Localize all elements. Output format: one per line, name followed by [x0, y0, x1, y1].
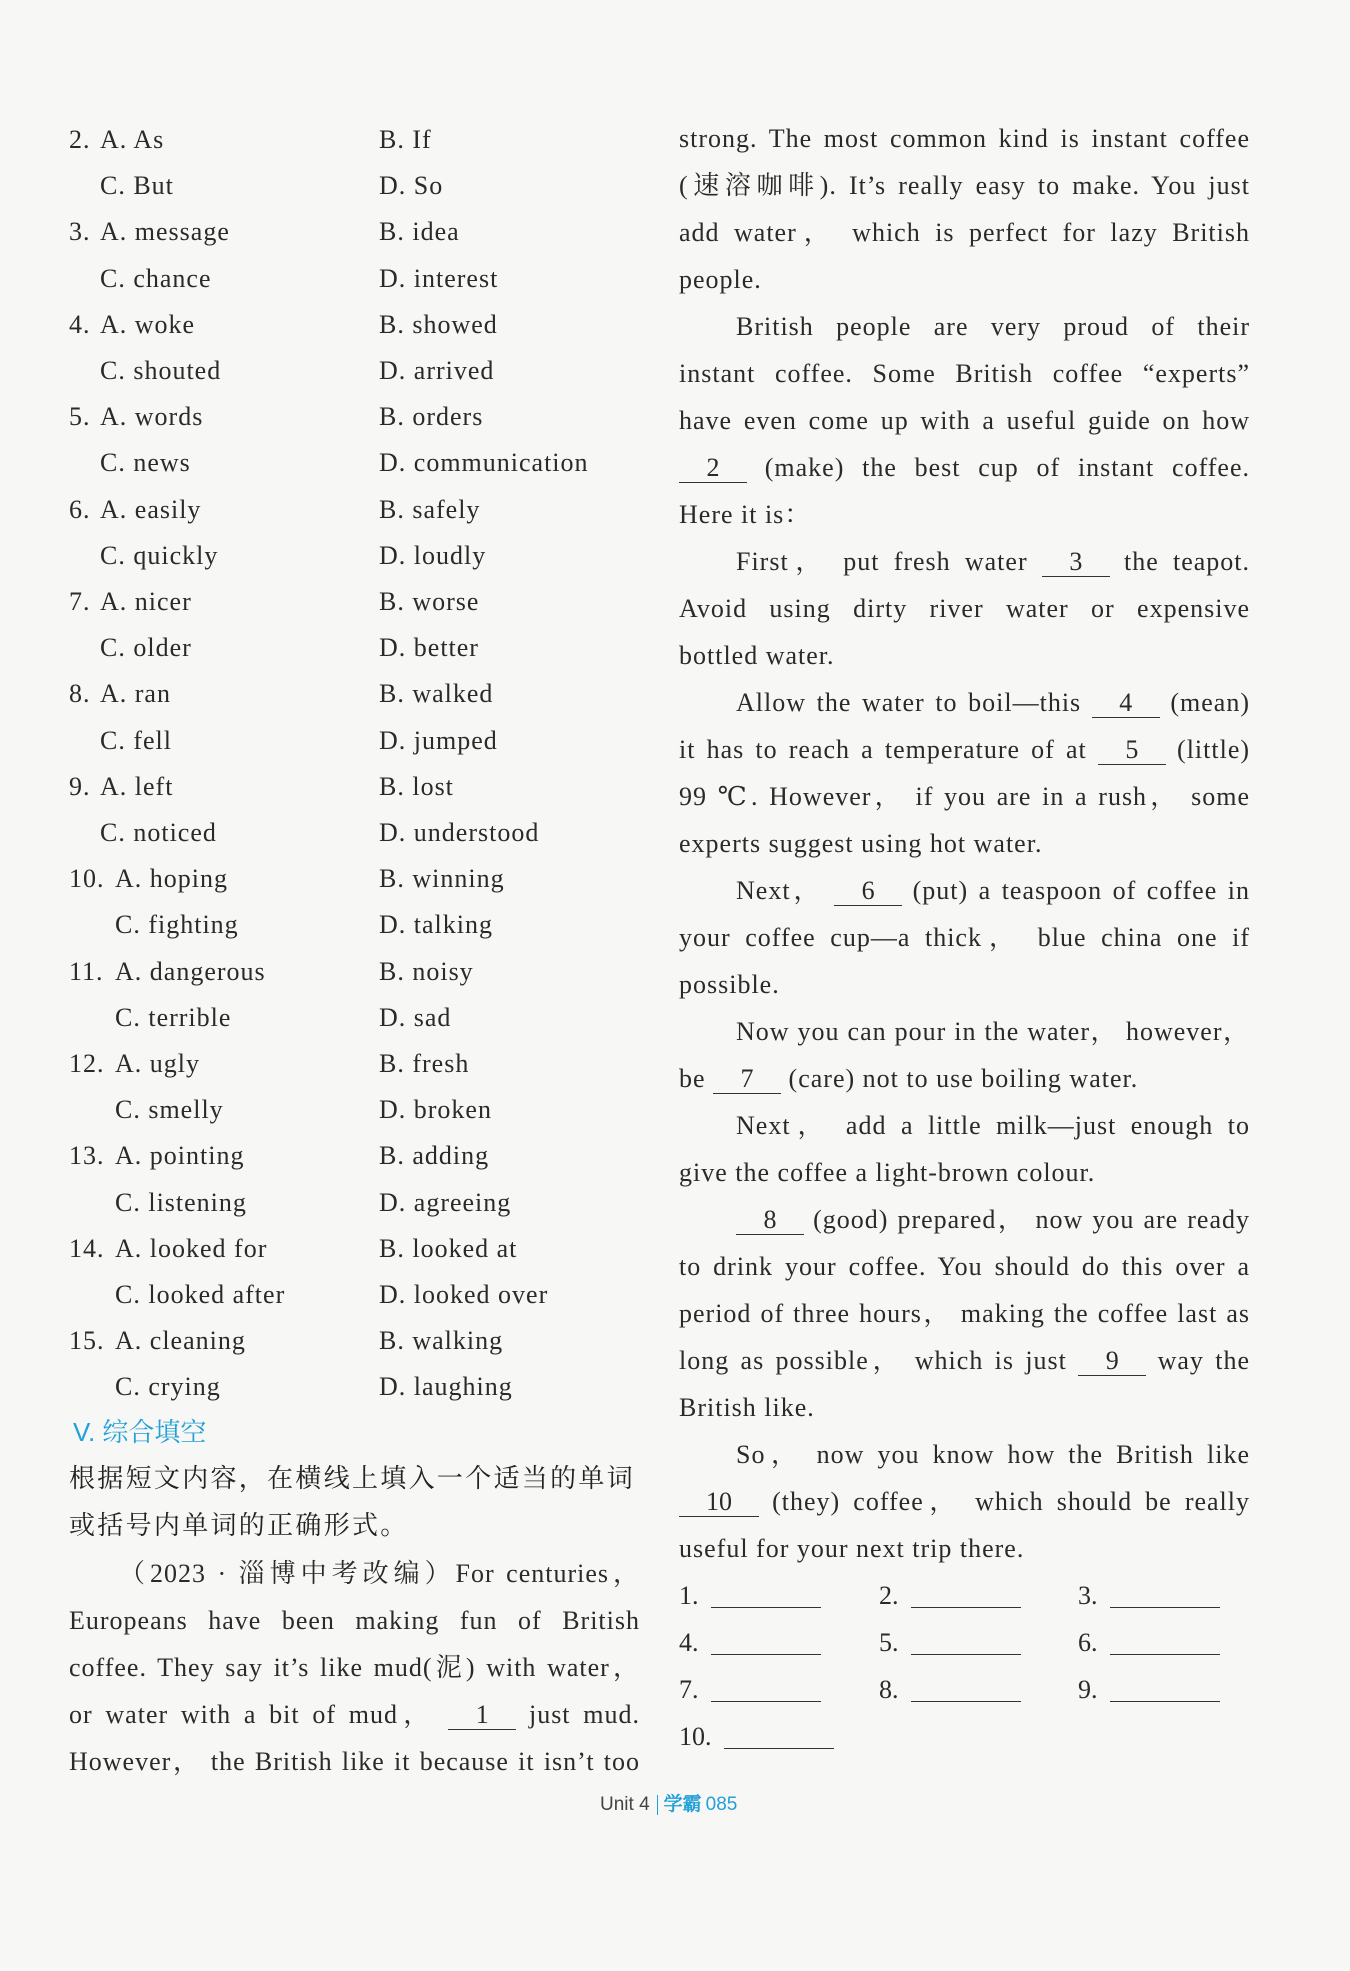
question-row — [0, 209, 660, 255]
passage-line — [679, 1149, 1250, 1196]
option-b: B. orders — [379, 402, 484, 432]
passage-text: it has to reach a temperature of at — [679, 735, 1087, 764]
question-row — [0, 117, 660, 163]
passage-text: have even come up with a useful guide on how — [679, 406, 1250, 435]
option-a: A. looked for — [115, 1233, 268, 1263]
passage-right-text — [679, 115, 1250, 1572]
question-row — [0, 671, 660, 717]
option-a: A. ran — [100, 679, 171, 709]
passage-text: the teapot. — [1124, 547, 1251, 576]
question-number: 4. — [69, 309, 91, 339]
option-b: B. looked at — [379, 1233, 518, 1263]
passage-text: long as possible， which is just — [679, 1346, 1067, 1375]
question-number: 7. — [69, 587, 91, 616]
passage-right-column — [679, 115, 1250, 1760]
passage-line — [69, 1644, 640, 1691]
question-row — [0, 764, 660, 810]
option-c: C. But — [100, 171, 174, 201]
passage-text: possible. — [679, 970, 780, 999]
answer-line — [711, 1634, 821, 1655]
passage-line — [679, 491, 1250, 538]
passage-text: British people are very proud of their — [736, 312, 1250, 341]
passage-text: useful for your next trip there. — [679, 1534, 1025, 1563]
question-number: 10. — [69, 864, 105, 894]
option-c: C. fighting — [115, 910, 239, 940]
passage-line — [679, 1102, 1250, 1149]
answer-blank: 9 — [1078, 1347, 1146, 1376]
passage-line — [679, 1008, 1250, 1055]
option-a: A. left — [100, 771, 174, 801]
question-number: 2. — [69, 125, 91, 154]
option-b: B. winning — [379, 864, 505, 894]
answer-label: 10. — [679, 1722, 712, 1751]
question-row — [0, 1226, 660, 1272]
answer-item — [679, 1572, 821, 1619]
answer-line — [1110, 1587, 1220, 1608]
question-row — [0, 949, 660, 995]
passage-text: First， put fresh water — [736, 547, 1028, 576]
passage-line — [69, 1597, 640, 1644]
question-row — [0, 394, 660, 440]
passage-text: Now you can pour in the water， however， — [736, 1017, 1250, 1046]
passage-line — [679, 1384, 1250, 1431]
answer-label: 2. — [879, 1581, 899, 1610]
answer-item — [879, 1666, 1021, 1713]
passage-line — [679, 538, 1250, 585]
passage-text: Here it is： — [679, 500, 812, 529]
passage-text: （2023 · 淄博中考改编）For centuries， — [119, 1559, 640, 1588]
page-number: 085 — [705, 1794, 738, 1815]
passage-text: give the coffee a light-brown colour. — [679, 1158, 1096, 1187]
cloze-section — [69, 1409, 640, 1785]
option-d: D. agreeing — [379, 1187, 512, 1217]
passage-line — [679, 679, 1250, 726]
passage-text: Avoid using dirty river water or expensive — [679, 594, 1250, 623]
option-b: B. idea — [379, 217, 460, 247]
question-row — [0, 1272, 660, 1318]
instruction-line: 或括号内单词的正确形式。 — [69, 1511, 409, 1541]
question-number: 14. — [69, 1233, 105, 1263]
option-c: C. crying — [115, 1372, 221, 1402]
passage-line — [679, 209, 1250, 256]
passage-text: 99 ℃. However， if you are in a rush， some — [679, 782, 1250, 811]
answer-line — [911, 1587, 1021, 1608]
passage-text: people. — [679, 265, 762, 294]
question-row — [0, 1133, 660, 1179]
answer-blank: 5 — [1098, 736, 1166, 765]
option-a: A. As — [100, 125, 165, 154]
passage-text: be — [679, 1064, 706, 1093]
option-b: B. walked — [379, 679, 494, 709]
answer-blank: 1 — [448, 1701, 516, 1730]
option-a: A. message — [100, 217, 230, 247]
answer-item — [879, 1572, 1021, 1619]
passage-text: strong. The most common kind is instant coffee — [679, 124, 1250, 153]
passage-text: instant coffee. Some British coffee “experts” — [679, 359, 1250, 388]
passage-text: So， now you know how the British like — [736, 1440, 1250, 1469]
question-number: 15. — [69, 1326, 105, 1356]
option-d: D. looked over — [379, 1280, 549, 1309]
passage-text: (little) — [1177, 735, 1251, 764]
answer-line — [911, 1634, 1021, 1655]
passage-line — [679, 303, 1250, 350]
option-b: B. showed — [379, 309, 498, 339]
question-row — [0, 302, 660, 348]
answer-blank: 8 — [736, 1206, 804, 1235]
passage-text: bottled water. — [679, 641, 835, 670]
passage-line — [679, 632, 1250, 679]
question-number: 9. — [69, 771, 91, 801]
option-b: B. adding — [379, 1141, 490, 1171]
passage-line — [69, 1691, 640, 1738]
passage-text: add water， which is perfect for lazy British — [679, 218, 1250, 247]
question-row — [0, 348, 660, 394]
question-row — [0, 995, 660, 1041]
passage-line — [679, 444, 1250, 491]
passage-line — [679, 1196, 1250, 1243]
option-a: A. words — [100, 402, 204, 432]
passage-text: Next， — [736, 876, 824, 905]
option-d: D. So — [379, 171, 444, 201]
option-c: C. quickly — [100, 540, 219, 570]
passage-text: coffee. They say it’s like mud(泥) with water， — [69, 1653, 640, 1682]
brand-label: 学霸 — [663, 1793, 702, 1815]
option-d: D. laughing — [379, 1372, 513, 1402]
passage-line — [679, 867, 1250, 914]
passage-line — [679, 773, 1250, 820]
passage-text: (mean) — [1170, 688, 1250, 717]
option-a: A. nicer — [100, 587, 192, 616]
answer-line — [711, 1681, 821, 1702]
option-c: C. older — [100, 633, 192, 663]
passage-line — [679, 1055, 1250, 1102]
option-d: D. jumped — [379, 725, 498, 755]
answer-label: 3. — [1078, 1581, 1098, 1610]
answer-item — [1078, 1666, 1220, 1713]
passage-line — [69, 1738, 640, 1785]
option-d: D. arrived — [379, 356, 495, 385]
footer-separator — [657, 1795, 658, 1815]
question-row — [0, 1318, 660, 1364]
option-d: D. better — [379, 633, 479, 663]
option-a: A. hoping — [115, 864, 228, 894]
option-c: C. looked after — [115, 1280, 286, 1309]
option-b: B. fresh — [379, 1049, 470, 1078]
question-number: 6. — [69, 494, 91, 524]
option-b: B. walking — [379, 1326, 504, 1356]
passage-line — [679, 585, 1250, 632]
answer-line — [911, 1681, 1021, 1702]
option-d: D. broken — [379, 1095, 492, 1125]
passage-text: British like. — [679, 1393, 815, 1422]
question-row — [0, 1087, 660, 1133]
option-a: A. easily — [100, 494, 202, 524]
passage-line — [679, 914, 1250, 961]
passage-line — [679, 162, 1250, 209]
option-b: B. noisy — [379, 956, 474, 986]
passage-line — [679, 1431, 1250, 1478]
option-c: C. chance — [100, 263, 212, 293]
option-d: D. sad — [379, 1002, 452, 1032]
question-row — [0, 533, 660, 579]
question-row — [0, 902, 660, 948]
passage-text: (good) prepared， now you are ready — [813, 1205, 1250, 1234]
question-row — [0, 163, 660, 209]
option-d: D. interest — [379, 263, 499, 293]
option-c: C. shouted — [100, 356, 222, 385]
option-a: A. pointing — [115, 1141, 245, 1171]
answer-line — [1110, 1634, 1220, 1655]
passage-line — [679, 1290, 1250, 1337]
option-d: D. understood — [379, 818, 540, 847]
passage-text: (care) not to use boiling water. — [788, 1064, 1139, 1093]
question-row — [0, 856, 660, 902]
option-c: C. noticed — [100, 818, 217, 847]
option-d: D. talking — [379, 910, 493, 940]
question-row — [0, 1364, 660, 1410]
answer-blank: 10 — [679, 1488, 759, 1517]
passage-line — [679, 350, 1250, 397]
passage-line — [679, 1525, 1250, 1572]
option-a: A. woke — [100, 309, 196, 339]
instruction-line: 根据短文内容，在横线上填入一个适当的单词 — [69, 1464, 636, 1494]
question-row — [0, 1041, 660, 1087]
passage-text: Europeans have been making fun of British — [69, 1606, 640, 1635]
passage-line — [69, 1550, 640, 1597]
answer-item — [1078, 1572, 1220, 1619]
option-c: C. terrible — [115, 1002, 232, 1032]
question-number: 8. — [69, 679, 91, 709]
section-title: V. 综合填空 — [73, 1417, 207, 1447]
passage-text: period of three hours， making the coffee last as — [679, 1299, 1250, 1328]
answer-blank: 3 — [1042, 548, 1110, 577]
passage-text: (make) the best cup of instant coffee. — [764, 453, 1250, 482]
answer-item — [679, 1666, 821, 1713]
passage-text: Allow the water to boil—this — [736, 688, 1082, 717]
answer-item — [1078, 1619, 1220, 1666]
option-b: B. safely — [379, 494, 481, 524]
passage-line — [679, 397, 1250, 444]
option-b: B. worse — [379, 587, 480, 616]
passage-line — [679, 256, 1250, 303]
passage-text: or water with a bit of mud， — [69, 1700, 436, 1729]
answer-label: 1. — [679, 1581, 699, 1610]
passage-line — [679, 1243, 1250, 1290]
answer-item — [679, 1619, 821, 1666]
passage-text: (put) a teaspoon of coffee in — [912, 876, 1250, 905]
question-row — [0, 1180, 660, 1226]
question-row — [0, 810, 660, 856]
passage-line — [679, 726, 1250, 773]
answer-line — [724, 1728, 834, 1749]
option-d: D. communication — [379, 448, 589, 478]
passage-text: Next， add a little milk—just enough to — [736, 1111, 1250, 1140]
passage-line — [679, 1478, 1250, 1525]
question-number: 3. — [69, 217, 91, 247]
answer-line — [1110, 1681, 1220, 1702]
answer-blank: 2 — [679, 454, 747, 483]
answer-label: 6. — [1078, 1628, 1098, 1657]
question-number: 12. — [69, 1049, 105, 1078]
option-a: A. cleaning — [115, 1326, 246, 1356]
passage-text: (速溶咖啡). It’s really easy to make. You just — [679, 171, 1250, 200]
passage-text: (they) coffee， which should be really — [772, 1487, 1251, 1516]
option-a: A. ugly — [115, 1049, 200, 1078]
page-footer — [600, 1792, 737, 1816]
question-row — [0, 440, 660, 486]
answer-label: 5. — [879, 1628, 899, 1657]
passage-text: way the — [1157, 1346, 1251, 1375]
option-c: C. listening — [115, 1187, 247, 1217]
passage-text: However， the British like it because it isn’t too — [69, 1747, 640, 1776]
answer-sheet — [679, 1572, 1250, 1760]
option-c: C. smelly — [115, 1095, 224, 1125]
answer-line — [711, 1587, 821, 1608]
answer-label: 7. — [679, 1675, 699, 1704]
passage-text: your coffee cup—a thick， blue china one if — [679, 923, 1250, 952]
answer-blank: 4 — [1092, 689, 1160, 718]
answer-label: 9. — [1078, 1675, 1098, 1704]
passage-text: experts suggest using hot water. — [679, 829, 1043, 858]
question-number: 13. — [69, 1141, 105, 1171]
option-d: D. loudly — [379, 540, 487, 570]
passage-line — [679, 820, 1250, 867]
question-number: 5. — [69, 402, 91, 432]
answer-blank: 6 — [834, 877, 902, 906]
unit-label: Unit 4 — [600, 1794, 650, 1815]
passage-line — [679, 1337, 1250, 1384]
question-number: 11. — [69, 956, 104, 986]
option-c: C. news — [100, 448, 191, 478]
passage-text: just mud. — [528, 1700, 641, 1729]
answer-item — [879, 1619, 1021, 1666]
question-row — [0, 256, 660, 302]
option-b: B. If — [379, 125, 432, 154]
question-row — [0, 579, 660, 625]
answer-label: 8. — [879, 1675, 899, 1704]
question-row — [0, 718, 660, 764]
option-c: C. fell — [100, 725, 172, 755]
passage-line — [679, 961, 1250, 1008]
question-options — [0, 117, 660, 1417]
question-row — [0, 487, 660, 533]
passage-left-column — [69, 1550, 640, 1785]
option-b: B. lost — [379, 771, 454, 801]
answer-label: 4. — [679, 1628, 699, 1657]
answer-item — [679, 1713, 834, 1760]
option-a: A. dangerous — [115, 956, 266, 986]
answer-blank: 7 — [713, 1065, 781, 1094]
passage-line — [679, 115, 1250, 162]
passage-text: to drink your coffee. You should do this over a — [679, 1252, 1250, 1281]
question-row — [0, 625, 660, 671]
